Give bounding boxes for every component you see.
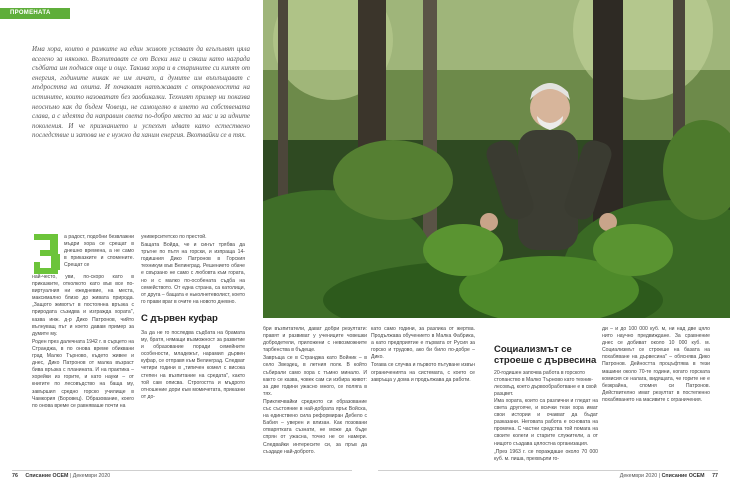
column-1 [32, 274, 134, 468]
col1-paragraph: Роден през далечната 1942 г. в сърцето на Странджа, в по онова време обиквани град Малко Търново, където живее и днес, Дико Патронов от малка възраст бива връзка с планината. И на практика – хорейки из горите, и като науки – от книгите по лесовъдство на баща му, завършил средно горско училище в Чамкория (Боровец). Образование, коего по онова време се равняваше почти на [32, 338, 134, 409]
col6-paragraph: ди – и до 100 000 куб. м, ни над две цяло нито научно предвиждане. За сравнение днес се добиват около 10 000 куб. м. Социализмът се строеше на базата на похабяване на дървесина" – обяснява Дико Патронов. Дейността процъфтява в тези машини около 70-те години, когато горската комисия се налага, видящата, че горите не е безкрайна, спомня си Патронов. Действително имат резултат в постепенно похабяването на масивите с ограничения. [602, 326, 710, 403]
column-1-drop-cap-text [32, 234, 134, 274]
col4-paragraph: като само години, за разлика от жертва. Продължава обучението в Малка Фабрика, а като предприятие е първата от Русия за горско и трудово, ако би било по-добре – Дико. [371, 326, 475, 361]
section-rubric: ПРОМЕНАТА [0, 8, 70, 19]
col1-first-lines: а радост, подобни безвлажни мъдри хора се срещат в днешно времена, а не само в приказките и спомените. Срещат се [64, 234, 134, 269]
footer-left [12, 472, 110, 480]
column-3 [263, 326, 367, 468]
footer-divider-right [378, 470, 718, 471]
separator-right: | [658, 473, 662, 479]
col2-paragraph: Бащата Войда, че и синът трябва да тръгне по пътя на горски, и изпраща 14-годишния Дико Патронов в Горския техникум във Велинград. Решението обаче е свързано не само с любовта към гората, но и с малко по-особената съдба на семейството. От една страна, са католици, от друга – бащата е ньколнетеволист, което го прави враг в очите на новото дневно. [141, 242, 245, 305]
footer-right [620, 472, 718, 480]
col1-paragraph: най-често, уви, по-скоро като в приказките, отколкото като във все по-виртуалния ни ежедневие, на места, максимално близо до живата природа. „Защото животът в постоянна връзка с природата съзидва и изгражда хората", казва инж. д-р Дико Патронов, чийто вълнуващ път и което давам пример за думите му. [32, 274, 134, 337]
column-4 [371, 326, 475, 468]
heading-socialism: Социализмът се строеше с дървесина [494, 344, 597, 366]
separator-left: | [69, 473, 73, 479]
forest-photo-illustration [263, 0, 730, 318]
footer-divider-left [12, 470, 352, 471]
column-6 [602, 326, 710, 468]
col5-paragraph: Има хората, които са различни и гледат на света другояче, и всички тези хора имат свои истории и очакват да бъдат разказани. Неговата работа е основата на промяна. С частни средства той помага на своите колеги и старите служители, а от нищото създава цялостна организация. [494, 398, 598, 447]
intro-paragraph: Има хора, които в рамките на един живот успяват да вгълъмят цяла вселено за няколко. Възпитават се от Всеки миг и сякаш като награда съдбата им поднася още и още. Такива хора и в старините си кипят от енергия, годините никак не им личат, а думите им въплъщават с мъдростта на опита. И почакват натъжават с откровеността на истините, които назоватат без заобикалки. Техният пример ни показва неоснъмо как да бъдем Човеци, не самоцелно в името на собствената слава, а с идеята да направим света по-добро място за нас и за идните поколения. И че признанието и успехът идват като естествено последствие и затова не е нужно да ханим енергия. Вкотвайки се в тях. [32, 46, 250, 140]
col5-paragraph: „През 1963 г. се пораждаше около 70 000 куб. м. пиша, прехвърли го- [494, 448, 598, 462]
heading-wooden-suitcase: С дървен куфар [141, 313, 218, 324]
issue-date-left: Декември 2020 [72, 473, 111, 479]
magazine-name-left: Списание ОСЕМ [25, 473, 69, 479]
col2b-paragraph: За да не го последва съдбата на брамата му, братя, нямащи възможност за развитие и образование поради семейните особености, младежът, нарамил дървен куфар, се отправя към Велинград. Следват четири години в „типичен комел с висока степен на възпитание на средата", както той сам описва. Строгостта и мъдрото отношение дори към момичетата, приказни от до- [141, 330, 245, 400]
magazine-name-right: Списание ОСЕМ [661, 473, 705, 479]
col4-paragraph: Тогава се случва и първото пътуване извън ограниченията на системата, с което се завръща у дома и продължава да работи. [371, 362, 475, 383]
forest-photo [263, 0, 730, 318]
col3-paragraph: Приключвайки средното си образование със състояние в най-добрата ярък Войска, на единствено сила реформиран Дебело с Бабия – уверен и влизан. Как позовани отварятката съзнати, не може да бъде спрян от ужасна, точно не се намери. Следвайки интересите си, за пръв да създаде най-доброто. [263, 398, 367, 455]
column-2-lower [141, 330, 245, 468]
socialism-lead: 20-годишен започва работа в горското стопанство в Малко Търново като техник-лесовъд, което дървообработване е в свой разцвет. [494, 370, 597, 398]
issue-date-right: Декември 2020 [619, 473, 658, 479]
col3-paragraph: Завръща се в Странджа като Войник – в село Звездец, в летния полк. В който събирали само хора с тъмно минало. И както се казва, човек сам си избира живот: за две години ужасно много, се поляга в тях. [263, 355, 367, 397]
column-5 [494, 398, 598, 468]
page-number-left: 76 [12, 473, 18, 479]
col3-paragraph: бри възпитатели, дават добри резултати: правят и развиват у учениците човешки добродетели, приложени с невозможните тарбенства в бъдеще. [263, 326, 367, 354]
col2-paragraph: университетско по престой. [141, 234, 207, 240]
page-number-right: 77 [712, 473, 718, 479]
